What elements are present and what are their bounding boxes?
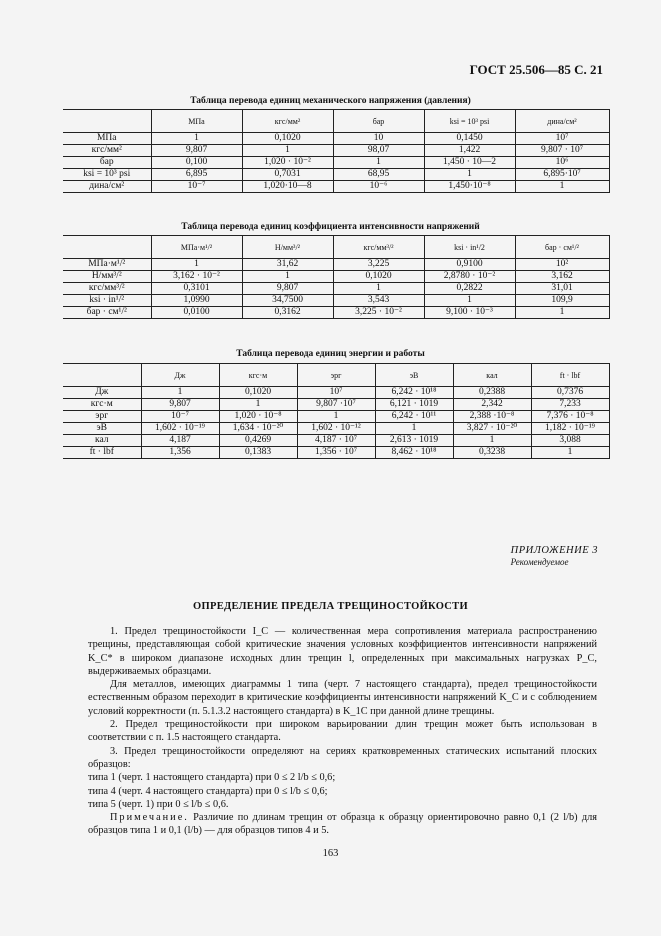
table-row: [63, 271, 609, 283]
table-row: [63, 295, 609, 307]
table-corner: [63, 236, 151, 259]
table-cell: 1: [424, 295, 515, 307]
row-header: кгс/мм³/²: [63, 283, 151, 295]
column-header: дина/см²: [515, 110, 609, 133]
table-cell: 68,95: [333, 169, 424, 181]
table-cell: 10⁻⁶: [333, 181, 424, 193]
table-cell: 1,602 · 10⁻¹⁹: [141, 423, 219, 435]
table-cell: 6,121 · 1019: [375, 399, 453, 411]
table-cell: 0,2822: [424, 283, 515, 295]
table-cell: 0,4269: [219, 435, 297, 447]
table-row: [63, 423, 609, 435]
row-header: бар · см¹/²: [63, 307, 151, 319]
table-cell: 1: [219, 399, 297, 411]
table-cell: 0,0100: [151, 307, 242, 319]
table-cell: 1: [333, 157, 424, 169]
column-header: кал: [453, 364, 531, 387]
table-stress-conversion: [63, 109, 610, 193]
table-cell: 4,187 · 10⁷: [297, 435, 375, 447]
row-header: эВ: [63, 423, 141, 435]
row-header: кгс·м: [63, 399, 141, 411]
table-cell: 1,020 · 10⁻²: [242, 157, 333, 169]
table-cell: 0,100: [151, 157, 242, 169]
table-cell: 34,7500: [242, 295, 333, 307]
table-energy-conversion: [63, 363, 610, 459]
table-cell: 10⁻⁷: [141, 411, 219, 423]
column-header: бар · см¹/²: [515, 236, 609, 259]
table-cell: 6,895: [151, 169, 242, 181]
table-corner: [63, 110, 151, 133]
table-cell: 1,356 · 10⁷: [297, 447, 375, 459]
table-cell: 10²: [515, 259, 609, 271]
table-row: [63, 307, 609, 319]
table-row: [63, 411, 609, 423]
column-header: бар: [333, 110, 424, 133]
table-cell: 1,422: [424, 145, 515, 157]
table-cell: 10⁷: [515, 133, 609, 145]
table-cell: 1: [424, 169, 515, 181]
page-number: 163: [322, 848, 339, 859]
appendix-title: ПРИЛОЖЕНИЕ 3: [510, 545, 598, 556]
table-cell: 1: [151, 133, 242, 145]
table-cell: 1: [375, 423, 453, 435]
list-item: типа 1 (черт. 1 настоящего стандарта) при 0 ≤ 2 l/b ≤ 0,6;: [88, 772, 336, 784]
table-stress-intensity-conversion: [63, 235, 610, 319]
column-header: Дж: [141, 364, 219, 387]
table-cell: 10: [333, 133, 424, 145]
row-header: бар: [63, 157, 151, 169]
table-1-title: Таблица перевода единиц механического напряжения (давления): [190, 96, 471, 106]
note-paragraph: [88, 811, 597, 838]
table-cell: 7,233: [531, 399, 609, 411]
table-cell: 1,020 · 10⁻⁸: [219, 411, 297, 423]
table-row: [63, 181, 609, 193]
table-cell: 3,225: [333, 259, 424, 271]
table-cell: 1: [242, 271, 333, 283]
paragraph: 3. Предел трещиностойкости определяют на сериях кратковременных статических испытаний плоских образцов:: [88, 745, 597, 770]
body-text: [88, 625, 597, 838]
table-cell: 1,182 · 10⁻¹⁹: [531, 423, 609, 435]
table-cell: 1,602 · 10⁻¹²: [297, 423, 375, 435]
table-cell: 1,0990: [151, 295, 242, 307]
table-cell: 3,543: [333, 295, 424, 307]
table-cell: 9,807 ·10⁷: [297, 399, 375, 411]
row-header: кал: [63, 435, 141, 447]
table-cell: 1,450·10⁻⁸: [424, 181, 515, 193]
row-header: Н/мм³/²: [63, 271, 151, 283]
table-cell: 1: [151, 259, 242, 271]
table-cell: 3,225 · 10⁻²: [333, 307, 424, 319]
table-cell: 8,462 · 10¹⁸: [375, 447, 453, 459]
table-cell: 1: [453, 435, 531, 447]
table-row: [63, 387, 609, 399]
appendix-subtitle: Рекомендуемое: [510, 557, 569, 567]
table-cell: 1: [333, 283, 424, 295]
row-header: кгс/мм²: [63, 145, 151, 157]
table-cell: 1,356: [141, 447, 219, 459]
table-cell: 3,162: [515, 271, 609, 283]
list-item: типа 5 (черт. 1) при 0 ≤ l/b ≤ 0,6.: [88, 798, 229, 810]
row-header: эрг: [63, 411, 141, 423]
column-header: МПа: [151, 110, 242, 133]
table-cell: 9,807: [141, 399, 219, 411]
table-cell: 109,9: [515, 295, 609, 307]
row-header: МПа: [63, 133, 151, 145]
table-cell: 0,1020: [242, 133, 333, 145]
table-cell: 1,450 · 10—2: [424, 157, 515, 169]
paragraph: 1. Предел трещиностойкости I_C — количественная мера сопротивления материала распространению трещины, представляющая собой критические значения условных коэффициентов интенсивности напряжений K_C* в широком диапазоне исходных длин трещин l, определенных при максимальных нагрузках P_C, выдерживаемых образцами.: [88, 626, 597, 677]
table-cell: 0,1383: [219, 447, 297, 459]
table-cell: 9,807 · 10⁷: [515, 145, 609, 157]
table-cell: 0,2388: [453, 387, 531, 399]
row-header: ft · lbf: [63, 447, 141, 459]
table-cell: 2,613 · 1019: [375, 435, 453, 447]
table-row: [63, 399, 609, 411]
table-cell: 4,187: [141, 435, 219, 447]
column-header: кгс/мм²: [242, 110, 333, 133]
table-cell: 0,3162: [242, 307, 333, 319]
table-cell: 0,7376: [531, 387, 609, 399]
column-header: ksi · in¹/2: [424, 236, 515, 259]
table-row: [63, 157, 609, 169]
row-header: МПа·м¹/²: [63, 259, 151, 271]
table-cell: 7,376 · 10⁻⁸: [531, 411, 609, 423]
table-cell: 2,342: [453, 399, 531, 411]
note-text: Различие по длинам трещин от образца к образцу ориентировочно равно 0,1 (2 l/b) для образцов типа 1 и 0,1 (l/b) — для образцов типов 4 и 5.: [88, 812, 597, 837]
page-header-doc-ref: ГОСТ 25.506—85 С. 21: [469, 62, 603, 77]
appendix-label: [511, 545, 598, 567]
table-cell: 3,162 · 10⁻²: [151, 271, 242, 283]
section-title: ОПРЕДЕЛЕНИЕ ПРЕДЕЛА ТРЕЩИНОСТОЙКОСТИ: [193, 601, 468, 612]
table-cell: 2,8780 · 10⁻²: [424, 271, 515, 283]
table-cell: 6,242 · 10¹⁸: [375, 387, 453, 399]
table-cell: 0,1020: [219, 387, 297, 399]
column-header: ksi = 10³ psi: [424, 110, 515, 133]
column-header: МПа·м¹/²: [151, 236, 242, 259]
table-cell: 10⁶: [515, 157, 609, 169]
list-item: типа 4 (черт. 4 настоящего стандарта) при 0 ≤ l/b ≤ 0,6;: [88, 785, 328, 797]
paragraph: 2. Предел трещиностойкости при широком варьировании длин трещин может быть использован в соответствии с п. 1.5 настоящего стандарта.: [88, 719, 597, 744]
table-cell: 9,100 · 10⁻³: [424, 307, 515, 319]
table-cell: 2,388 ·10⁻⁸: [453, 411, 531, 423]
column-header: кгс·м: [219, 364, 297, 387]
row-header: дина/см²: [63, 181, 151, 193]
table-cell: 1: [531, 447, 609, 459]
row-header: Дж: [63, 387, 141, 399]
table-cell: 1: [515, 181, 609, 193]
table-cell: 3,827 · 10⁻²⁰: [453, 423, 531, 435]
table-row: [63, 259, 609, 271]
table-cell: 1: [515, 307, 609, 319]
table-cell: 1,020·10—8: [242, 181, 333, 193]
table-row: [63, 133, 609, 145]
table-corner: [63, 364, 141, 387]
table-cell: 31,62: [242, 259, 333, 271]
table-cell: 0,3101: [151, 283, 242, 295]
table-row: [63, 145, 609, 157]
table-cell: 9,807: [242, 283, 333, 295]
table-row: [63, 169, 609, 181]
paragraph: Для металлов, имеющих диаграммы 1 типа (черт. 7 настоящего стандарта), предел трещиностойкости естественным образом переходит в критические коэффициенты интенсивности напряжений K_C и с соблюдением условий корректности (п. 5.1.3.2 настоящего стандарта) в K_1C при данной длине трещины.: [88, 679, 597, 717]
table-row: [63, 435, 609, 447]
table-cell: 0,1450: [424, 133, 515, 145]
table-cell: 1: [242, 145, 333, 157]
table-cell: 3,088: [531, 435, 609, 447]
note-label: Примечание.: [110, 812, 189, 824]
table-cell: 98,07: [333, 145, 424, 157]
table-cell: 0,1020: [333, 271, 424, 283]
column-header: эрг: [297, 364, 375, 387]
table-row: [63, 447, 609, 459]
column-header: ft · lbf: [531, 364, 609, 387]
column-header: кгс/мм³/²: [333, 236, 424, 259]
table-cell: 1: [297, 411, 375, 423]
table-row: [63, 283, 609, 295]
table-cell: 6,895·10⁷: [515, 169, 609, 181]
table-cell: 1: [141, 387, 219, 399]
table-cell: 0,3238: [453, 447, 531, 459]
table-cell: 1,634 · 10⁻²⁰: [219, 423, 297, 435]
column-header: эВ: [375, 364, 453, 387]
table-cell: 10⁷: [297, 387, 375, 399]
table-cell: 0,9100: [424, 259, 515, 271]
column-header: Н/мм³/²: [242, 236, 333, 259]
table-cell: 0,7031: [242, 169, 333, 181]
table-cell: 6,242 · 10¹¹: [375, 411, 453, 423]
row-header: ksi · in¹/²: [63, 295, 151, 307]
table-cell: 10⁻⁷: [151, 181, 242, 193]
table-3-title: Таблица перевода единиц энергии и работы: [236, 349, 425, 359]
table-2-title: Таблица перевода единиц коэффициента интенсивности напряжений: [181, 222, 480, 232]
table-cell: 9,807: [151, 145, 242, 157]
row-header: ksi = 10³ psi: [63, 169, 151, 181]
table-cell: 31,01: [515, 283, 609, 295]
